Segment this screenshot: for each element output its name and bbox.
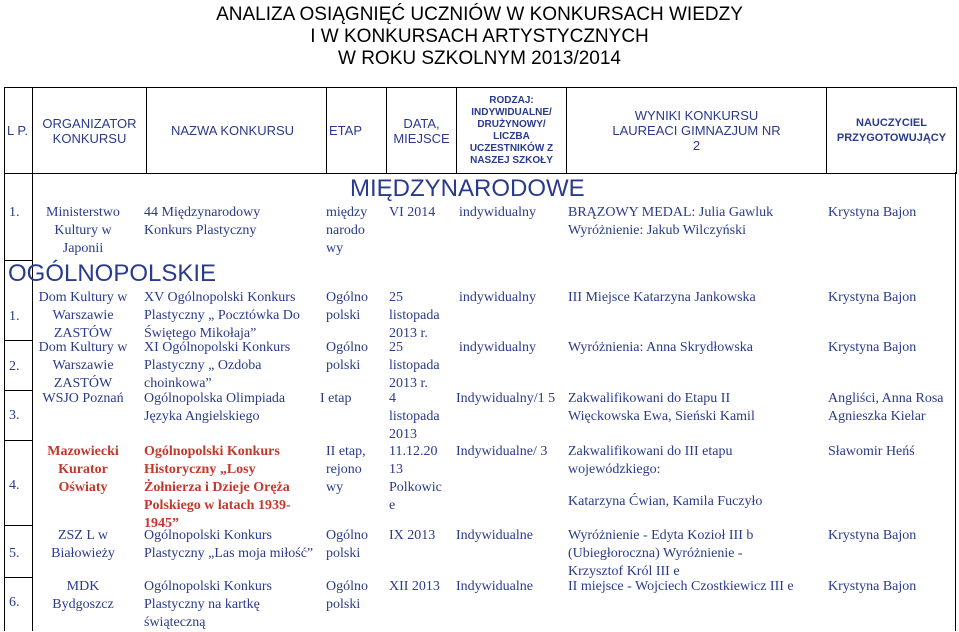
row-rodzaj: indywidualny xyxy=(459,205,536,220)
row-wyniki-qualified: Zakwalifikowani do III etapu wojewódzkiego: xyxy=(568,444,733,477)
grid-line xyxy=(4,525,32,526)
row-rodzaj: indywidualny xyxy=(459,290,536,305)
row-nazwa: 44 Międzynarodowy Konkurs Plastyczny xyxy=(144,205,261,238)
row-nazwa: Ogólnopolska Olimpiada Języka Angielskiego xyxy=(144,391,286,424)
row-data: 4 listopada 2013 xyxy=(389,391,440,442)
grid-line xyxy=(4,390,32,391)
row-lp: 6. xyxy=(9,595,20,610)
row-nazwa: XI Ogólnopolski Konkurs Plastyczny „ Ozdoba choinkowa” xyxy=(144,340,291,391)
row-nauczyciel: Krystyna Bajon xyxy=(828,290,917,305)
grid-line xyxy=(4,577,32,578)
row-lp: 5. xyxy=(9,546,20,561)
row-etap: I etap xyxy=(320,391,352,406)
grid-line xyxy=(4,172,5,631)
row-lp: 1. xyxy=(9,309,20,324)
row-lp: 4. xyxy=(9,478,20,493)
section-national: OGÓLNOPOLSKIE xyxy=(8,260,217,287)
row-lp: 2. xyxy=(9,359,20,374)
row-nazwa: Ogólnopolski Konkurs Historyczny „Losy Żołnierza i Dzieje Oręża Polskiego w latach 1939-1945” xyxy=(144,444,291,531)
row-etap: Ogólno polski xyxy=(326,290,368,323)
row-etap: II etap, rejono wy xyxy=(326,444,366,495)
header-table xyxy=(4,87,957,174)
row-wyniki: III Miejsce Katarzyna Jankowska xyxy=(568,290,756,305)
row-rodzaj: Indywidualne xyxy=(456,579,533,594)
header-nauczyciel: NAUCZYCIEL PRZYGOTOWUJĄCY xyxy=(827,88,957,174)
row-wyniki: II miejsce - Wojciech Czostkiewicz III e xyxy=(568,579,794,594)
grid-line xyxy=(955,172,956,631)
page-title-line1: ANALIZA OSIĄGNIĘĆ UCZNIÓW W KONKURSACH WIEDZY xyxy=(216,4,743,25)
row-organizator: WSJO Poznań xyxy=(42,391,124,406)
header-rodzaj: RODZAJ: INDYWIDUALNE/ DRUŻYNOWY/ LICZBA UCZESTNIKÓW Z NASZEJ SZKOŁY xyxy=(457,88,567,174)
row-wyniki: BRĄZOWY MEDAL: Julia Gawluk Wyróżnienie: Jakub Wilczyński xyxy=(568,205,774,238)
page-title-line3: W ROKU SZKOLNYM 2013/2014 xyxy=(338,48,621,69)
header-data: DATA, MIEJSCE xyxy=(387,88,457,174)
row-nazwa: XV Ogólnopolski Konkurs Plastyczny „ Pocztówka Do Świętego Mikołaja” xyxy=(144,290,300,341)
row-organizator: MDK Bydgoszcz xyxy=(52,579,114,612)
row-etap: Ogólno polski xyxy=(326,579,368,612)
grid-line xyxy=(32,172,33,631)
row-nauczyciel: Krystyna Bajon xyxy=(828,205,917,220)
header-etap: ETAP xyxy=(327,88,387,174)
row-data: 11.12.20 13 Polkowic e xyxy=(389,444,442,513)
row-nauczyciel: Angliści, Anna Rosa Agnieszka Kielar xyxy=(828,391,944,424)
row-rodzaj: Indywidualne/ 3 xyxy=(456,444,548,459)
row-lp: 1. xyxy=(9,205,20,220)
row-organizator: Dom Kultury w Warszawie ZASTÓW xyxy=(38,340,128,391)
row-nauczyciel: Krystyna Bajon xyxy=(828,579,917,594)
row-nazwa: Ogólnopolski Konkurs Plastyczny „Las moja miłość” xyxy=(144,528,314,561)
row-rodzaj: indywidualny xyxy=(459,340,536,355)
page-title-line2: I W KONKURSACH ARTYSTYCZNYCH xyxy=(310,26,649,47)
row-nauczyciel: Sławomir Heńś xyxy=(828,444,915,459)
row-data: 25 listopada 2013 r. xyxy=(389,340,440,391)
section-international: MIĘDZYNARODOWE xyxy=(350,175,585,202)
header-organizator: ORGANIZATOR KONKURSU xyxy=(33,88,147,174)
row-rodzaj: Indywidualny/1 5 xyxy=(456,391,556,406)
row-organizator: ZSZ L w Białowieży xyxy=(51,528,115,561)
row-rodzaj: Indywidualne xyxy=(456,528,533,543)
row-etap: Ogólno polski xyxy=(326,528,368,561)
row-organizator: Mazowiecki Kurator Oświaty xyxy=(47,444,119,495)
grid-line xyxy=(4,340,32,341)
row-organizator: Ministerstwo Kultury w Japonii xyxy=(46,205,120,256)
row-wyniki-names: Katarzyna Ćwian, Kamila Fuczyło xyxy=(568,494,763,509)
row-nauczyciel: Krystyna Bajon xyxy=(828,340,917,355)
row-nauczyciel: Krystyna Bajon xyxy=(828,528,917,543)
row-wyniki: Wyróżnienie - Edyta Kozioł III b (Ubiegłoroczna) Wyróżnienie - Krzysztof Król III e xyxy=(568,528,754,579)
row-lp: 3. xyxy=(9,408,20,423)
row-wyniki: Wyróżnienia: Anna Skrydłowska xyxy=(568,340,754,355)
row-wyniki: Zakwalifikowani do Etapu II Więckowska Ewa, Sieński Kamil xyxy=(568,391,755,424)
row-etap: między narodo wy xyxy=(326,205,368,256)
row-data: 25 listopada 2013 r. xyxy=(389,290,440,341)
row-data: IX 2013 xyxy=(389,528,436,543)
row-organizator: Dom Kultury w Warszawie ZASTÓW xyxy=(38,290,128,341)
row-data: VI 2014 xyxy=(389,205,436,220)
header-nazwa: NAZWA KONKURSU xyxy=(147,88,327,174)
row-data: XII 2013 xyxy=(389,579,440,594)
grid-line xyxy=(4,440,32,441)
row-nazwa: Ogólnopolski Konkurs Plastyczny na kartkę świąteczną xyxy=(144,579,272,630)
row-etap: Ogólno polski xyxy=(326,340,368,373)
header-lp: L P. xyxy=(5,88,33,174)
header-wyniki: WYNIKI KONKURSU LAUREACI GIMNAZJUM NR 2 xyxy=(567,88,827,174)
